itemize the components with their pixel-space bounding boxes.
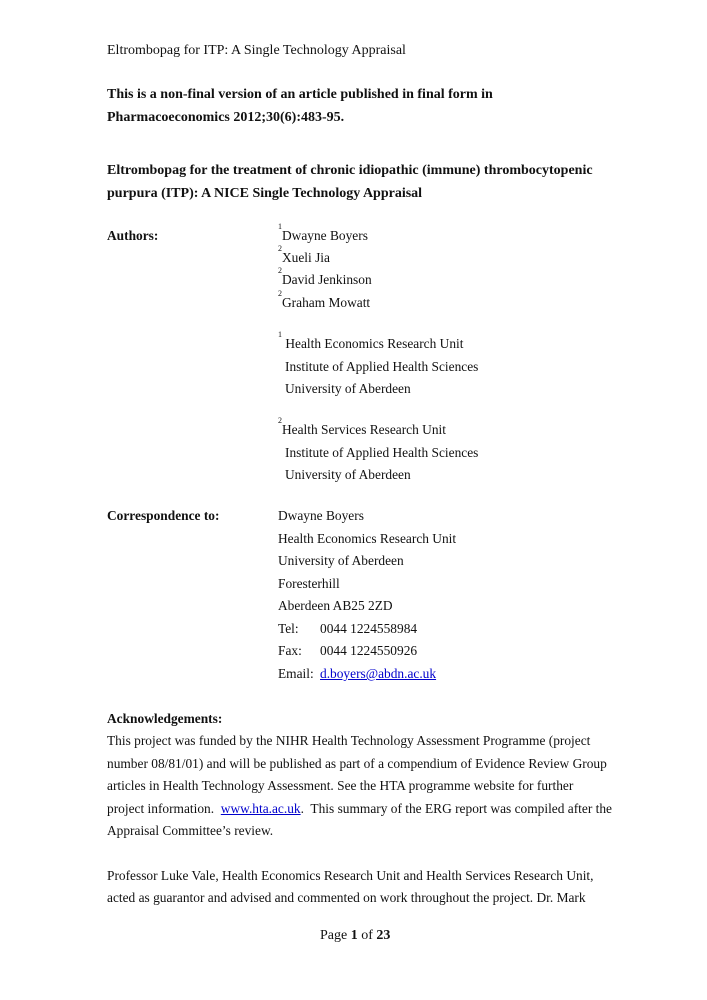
version-notice-line-1: This is a non-final version of an article published in final form in (107, 87, 493, 102)
page-footer: Page 1 of 23 (320, 928, 391, 943)
author-3: $^2$David Jenkinson (278, 266, 372, 287)
affiliation-2-line-2: Institute of Applied Health Sciences (285, 445, 479, 460)
tel-label: Tel: (278, 621, 299, 636)
email-label: Email: (278, 666, 314, 681)
guarantor-line-2: acted as guarantor and advised and commented on work throughout the project. Dr. Mark (107, 890, 586, 905)
correspondence-label: Correspondence to: (107, 508, 220, 523)
affiliation-2-line-3: University of Aberdeen (285, 467, 411, 482)
correspondence-postcode: Aberdeen AB25 2ZD (278, 598, 393, 613)
email-link[interactable]: d.boyers@abdn.ac.uk (320, 666, 437, 681)
fax-value: 0044 1224550926 (320, 643, 418, 658)
ack-line-5: Appraisal Committee’s review. (107, 823, 274, 838)
ack-line-4: project information. www.hta.ac.uk. This summary of the ERG report was compiled after the (107, 801, 613, 816)
ack-line-1: This project was funded by the NIHR Health Technology Assessment Programme (project (107, 733, 591, 748)
acknowledgements-heading: Acknowledgements: (107, 711, 223, 726)
affiliation-1-line-1: $^1$ Health Economics Research Unit (278, 330, 464, 351)
author-2: $^2$Xueli Jia (278, 244, 330, 265)
article-title-line-2: purpura (ITP): A NICE Single Technology Appraisal (107, 186, 423, 201)
correspondence-university: University of Aberdeen (278, 553, 404, 568)
correspondence-unit: Health Economics Research Unit (278, 531, 457, 546)
tel-value: 0044 1224558984 (320, 621, 418, 636)
article-title-line-1: Eltrombopag for the treatment of chronic idiopathic (immune) thrombocytopenic (107, 163, 593, 178)
ack-line-3: articles in Health Technology Assessment. See the HTA programme website for further (107, 778, 574, 793)
correspondence-site: Foresterhill (278, 576, 340, 591)
authors-label: Authors: (107, 228, 159, 243)
running-header: Eltrombopag for ITP: A Single Technology Appraisal (107, 43, 406, 58)
affiliation-2-line-1: $^2$Health Services Research Unit (278, 416, 446, 437)
affiliation-1-line-2: Institute of Applied Health Sciences (285, 359, 479, 374)
author-4: $^2$Graham Mowatt (278, 289, 371, 310)
ack-line-2: number 08/81/01) and will be published as part of a compendium of Evidence Review Group (107, 756, 607, 771)
author-1: $^1$Dwayne Boyers (278, 222, 368, 243)
affiliation-1-line-3: University of Aberdeen (285, 381, 411, 396)
hta-website-link[interactable]: www.hta.ac.uk (220, 801, 301, 816)
correspondence-name: Dwayne Boyers (278, 508, 364, 523)
guarantor-line-1: Professor Luke Vale, Health Economics Research Unit and Health Services Research Unit, (107, 868, 594, 883)
fax-label: Fax: (278, 643, 302, 658)
version-notice-line-2: Pharmacoeconomics 2012;30(6):483-95. (107, 110, 345, 125)
